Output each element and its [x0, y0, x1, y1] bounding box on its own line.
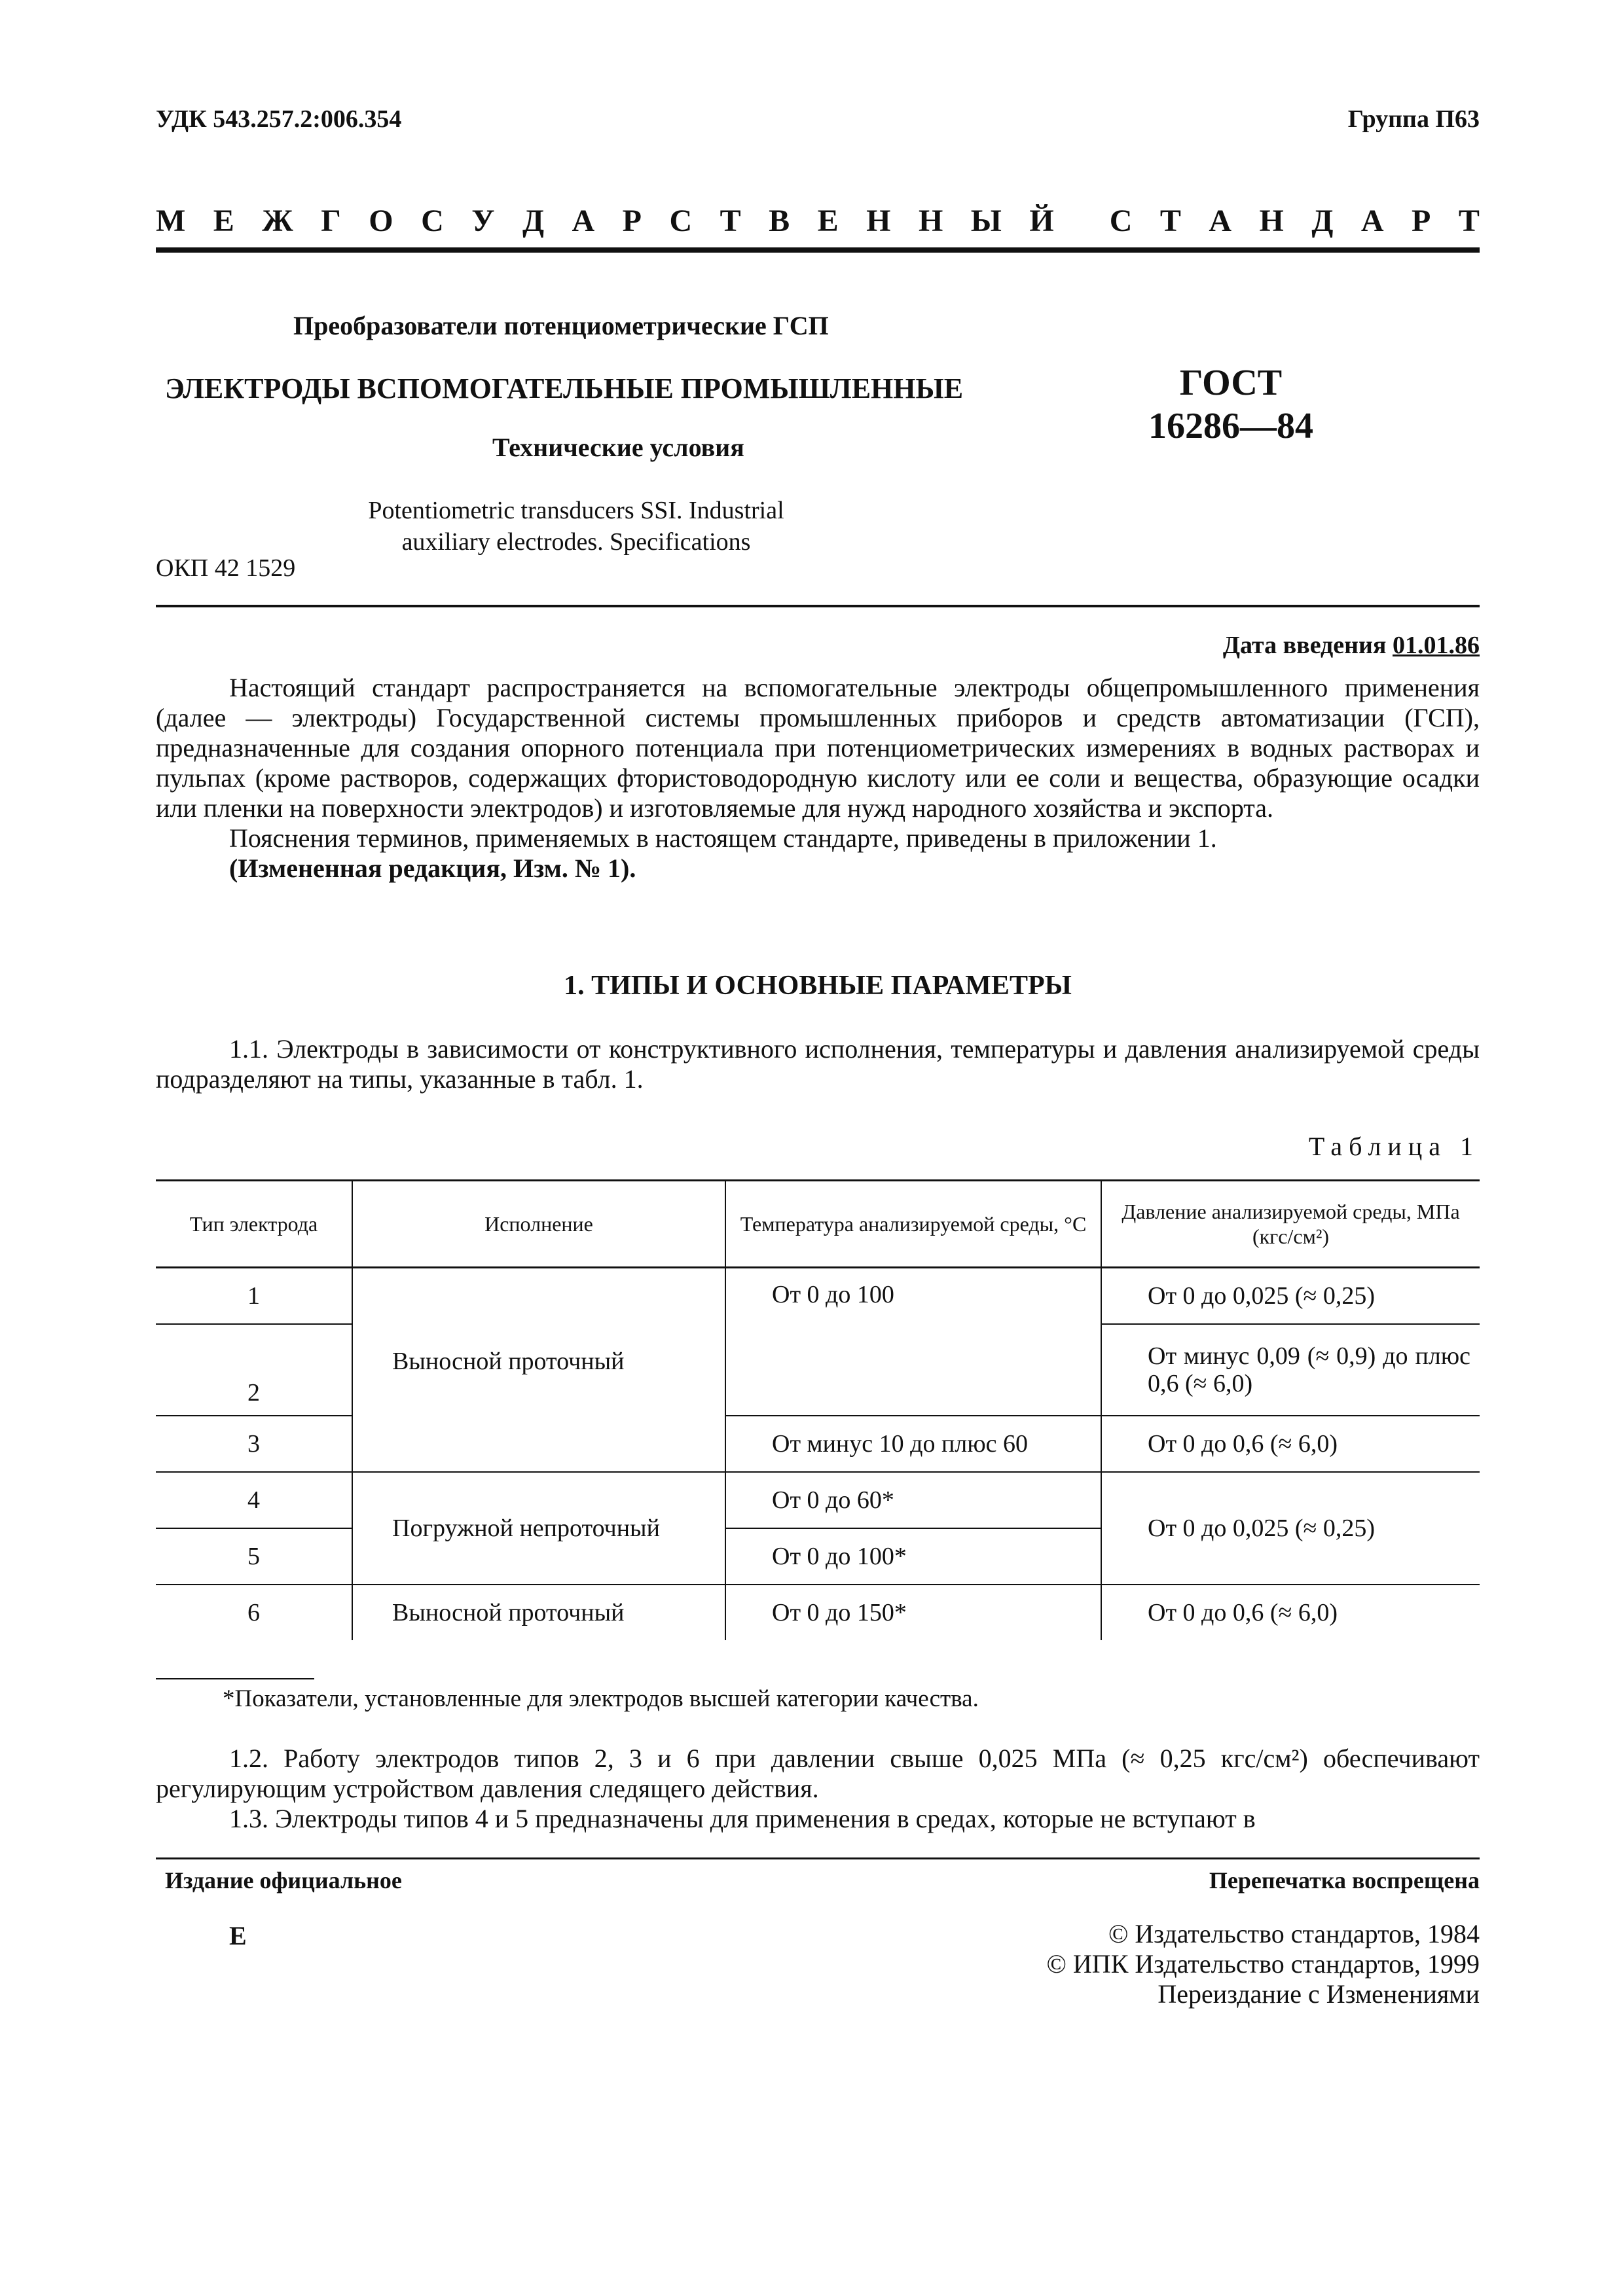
official-edition: Издание официальное: [165, 1867, 402, 1893]
footnote-rule: [156, 1678, 314, 1679]
table-cell-type: 4: [156, 1472, 352, 1528]
standard-type-letter: Н: [866, 204, 891, 238]
section-1-continued: [156, 1744, 1480, 1834]
section-1-heading: 1. ТИПЫ И ОСНОВНЫЕ ПАРАМЕТРЫ: [564, 971, 1072, 1001]
standard-type-letter: Н: [1259, 204, 1284, 238]
udk-code: УДК 543.257.2:006.354: [156, 105, 402, 133]
table-cell-pressure: От 0 до 0,025 (≈ 0,25): [1101, 1268, 1480, 1325]
table-electrode-types: [156, 1179, 1480, 1640]
standard-type-letter: Р: [1412, 204, 1431, 238]
table-cell-pressure: От 0 до 0,6 (≈ 6,0): [1101, 1416, 1480, 1472]
standard-type-letter: А: [1209, 204, 1232, 238]
english-title-line1: Potentiometric transducers SSI. Industrial: [368, 497, 784, 524]
title-rule: [156, 605, 1480, 607]
table-cell-pressure: От 0 до 0,025 (≈ 0,25): [1101, 1472, 1480, 1585]
english-title: [314, 495, 838, 558]
copyright-1984: © Издательство стандартов, 1984: [1108, 1919, 1480, 1948]
standard-type-letter: В: [769, 204, 790, 238]
standard-type-letter: Е: [213, 204, 234, 238]
table-caption: Таблица 1: [1308, 1132, 1480, 1161]
copyright-block: [1047, 1919, 1480, 2009]
standard-type-letter: С: [669, 204, 693, 238]
table-header-row: [156, 1181, 1480, 1268]
standard-type-letter: Р: [622, 204, 642, 238]
intro-date: [1223, 631, 1480, 660]
english-title-line2: auxiliary electrodes. Specifications: [401, 528, 751, 556]
table-cell-execution: Погружной непроточный: [352, 1472, 725, 1585]
table-cell-type: 1: [156, 1268, 352, 1325]
gost-designation: [1126, 361, 1336, 448]
standard-type-letter: Т: [1458, 204, 1480, 238]
table-header-execution: Исполнение: [352, 1181, 725, 1268]
table-row: [156, 1472, 1480, 1528]
table-cell-pressure: От 0 до 0,6 (≈ 6,0): [1148, 1599, 1338, 1626]
okp-code: ОКП 42 1529: [156, 554, 296, 582]
table-cell-type: 3: [156, 1416, 352, 1472]
intro-paragraph-2: Пояснения терминов, применяемых в настоящем стандарте, приведены в приложении 1.: [229, 823, 1217, 853]
title-main: ЭЛЕКТРОДЫ ВСПОМОГАТЕЛЬНЫЕ ПРОМЫШЛЕННЫЕ: [165, 372, 964, 404]
table-cell-type: 6: [156, 1585, 352, 1640]
table-cell-temperature: От 0 до 100: [725, 1268, 1101, 1416]
footer-rule: [156, 1857, 1480, 1859]
standard-type-letter: Д: [522, 204, 545, 238]
intro-date-label: Дата введения: [1222, 632, 1387, 659]
group-code: Группа П63: [1347, 105, 1480, 133]
gost-number: 16286—84: [1148, 406, 1313, 446]
reprint-prohibited: Перепечатка воспрещена: [1209, 1867, 1480, 1893]
title-kind: Технические условия: [492, 433, 744, 462]
intro-amendment: (Измененная редакция, Изм. № 1).: [229, 853, 636, 883]
table-cell-temperature: От 0 до 60*: [725, 1472, 1101, 1528]
footnote: *Показатели, установленные для электродов высшей категории качества.: [223, 1685, 979, 1712]
table-cell-temperature: От 0 до 100*: [725, 1528, 1101, 1585]
standard-type-letter: Й: [1029, 204, 1054, 238]
standard-type-letter: М: [156, 204, 186, 238]
copyright-1999: © ИПК Издательство стандартов, 1999: [1046, 1949, 1480, 1979]
standard-type-letter: Т: [720, 204, 741, 238]
paragraph-1-1: 1.1. Электроды в зависимости от конструктивного исполнения, температуры и давления анализируемой среды подразделяют на типы, указанные в табл. 1.: [156, 1034, 1480, 1094]
standard-type-letter: С: [1109, 204, 1133, 238]
standard-type-letter: Ж: [262, 204, 293, 238]
standard-type-letter: А: [572, 204, 595, 238]
table-cell-type: 2: [156, 1324, 352, 1416]
standard-type-letter: С: [421, 204, 444, 238]
paragraph-1-3: 1.3. Электроды типов 4 и 5 предназначены для применения в средах, которые не вступают в: [229, 1804, 1256, 1833]
table-cell-pressure: От минус 0,09 (≈ 0,9) до плюс 0,6 (≈ 6,0): [1101, 1324, 1480, 1416]
table-row: [156, 1268, 1480, 1325]
standard-type-letter: Е: [817, 204, 839, 238]
table-row: [156, 1585, 1480, 1640]
table-cell-type: 5: [156, 1528, 352, 1585]
reissue-note: Переиздание с Изменениями: [1158, 1979, 1480, 2009]
standard-type-letter: О: [369, 204, 393, 238]
intro-date-value: 01.01.86: [1393, 632, 1480, 659]
standard-type-heading: [156, 203, 1480, 239]
edition-mark: Е: [229, 1921, 247, 1950]
standard-type-letter: Т: [1159, 204, 1181, 238]
standard-type-letter: Ы: [970, 204, 1002, 238]
intro-paragraph-1: Настоящий стандарт распространяется на вспомогательные электроды общепромышленного применения (далее — электроды) Государственной системы промышленных приборов и средств автоматизации (ГСП), предназначенные для создания опорного потенциала при потенциометрических измерениях в водных растворах и пульпах (кроме растворов, содержащих фтористоводородную кислоту или ее соли и вещества, образующие осадки или пленки на поверхности электродов) и изготовляемые для нужд народного хозяйства и экспорта.: [156, 673, 1480, 823]
table-cell-temperature: От минус 10 до плюс 60: [725, 1416, 1101, 1472]
standard-type-letter: А: [1360, 204, 1384, 238]
section-1-text: [156, 1034, 1480, 1094]
standard-type-letter: Н: [918, 204, 943, 238]
table-header-type: Тип электрода: [156, 1181, 352, 1268]
standard-type-letter: Д: [1311, 204, 1334, 238]
intro-text: [156, 673, 1480, 884]
title-sub: Преобразователи потенциометрические ГСП: [293, 311, 829, 340]
table-header-temperature: Температура анализируемой среды, °С: [725, 1181, 1101, 1268]
table-cell-execution: Выносной проточный: [352, 1268, 725, 1473]
standard-type-letter: У: [471, 204, 495, 238]
table-header-pressure: Давление анализируемой среды, МПа (кгс/см²): [1101, 1181, 1480, 1268]
table-cell-temperature: От 0 до 150*: [725, 1585, 1101, 1640]
header-rule: [156, 247, 1480, 253]
paragraph-1-2: 1.2. Работу электродов типов 2, 3 и 6 при давлении свыше 0,025 МПа (≈ 0,25 кгс/см²) обеспечивают регулирующим устройством давления следящего действия.: [156, 1744, 1480, 1803]
table-cell-execution: Выносной проточный: [352, 1585, 725, 1640]
standard-type-letter: Г: [321, 204, 341, 238]
gost-label: ГОСТ: [1179, 363, 1283, 403]
